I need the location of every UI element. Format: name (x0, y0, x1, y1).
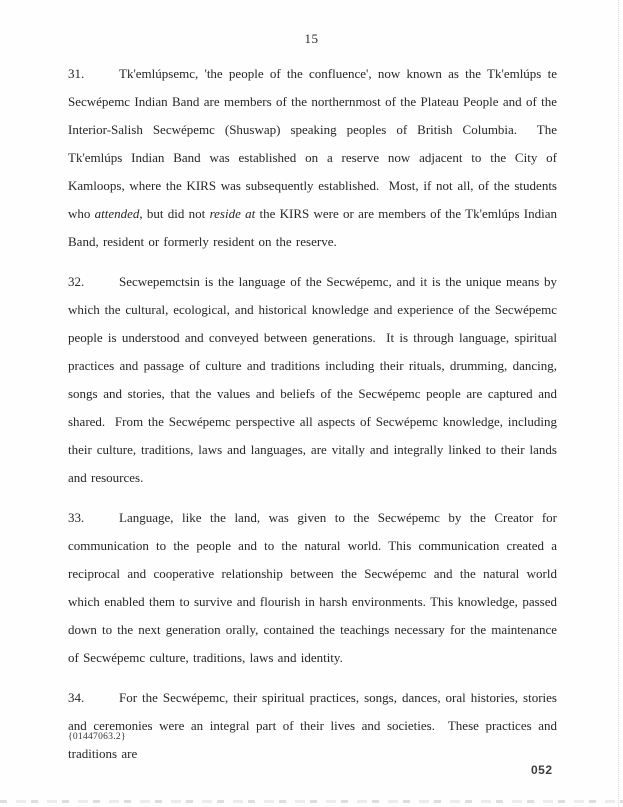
paragraph-text: Tk'emlúpsemc, 'the people of the confluence', now known as the Tk'emlúps te Secwépemc Indian Band are members of the northernmost of the Plateau People and of the Interior-Salish Secwépemc (Shuswap) speaking peoples of British Columbia. The Tk'emlúps Indian Band was established on a reserve now adjacent to the City of Kamloops, where the KIRS was subsequently established. Most, if not all, of the students who attended, but did not reside at the KIRS were or are members of the Tk'emlúps Indian Band, resident or formerly resident on the reserve. (68, 66, 562, 249)
bates-stamp: 052 (531, 763, 553, 777)
paragraph-number: 32. (68, 274, 85, 289)
page-number: 15 (304, 31, 319, 46)
document-body (68, 60, 562, 780)
paragraph-34 (68, 684, 562, 768)
paragraph-text: Secwepemctsin is the language of the Secwépemc, and it is the unique means by which the cultural, ecological, and historical knowledge and experience of the Secwépemc people is understood and conveyed between generations. It is through language, spiritual practices and passage of culture and traditions including their rituals, drumming, dancing, songs and stories, that the values and beliefs of the Secwépemc people are captured and shared. From the Secwépemc perspective all aspects of Secwépemc knowledge, including their culture, traditions, laws and languages, are vitally and integrally linked to their lands and resources. (68, 274, 562, 485)
scan-artifact-right-edge (618, 0, 619, 807)
paragraph-number: 31. (68, 66, 85, 81)
document-reference-number: {01447063.2} (68, 732, 126, 742)
paragraph-31 (68, 60, 562, 256)
paragraph-32 (68, 268, 562, 492)
paragraph-text: Language, like the land, was given to the Secwépemc by the Creator for communication to the people and to the natural world. This communication created a reciprocal and cooperative relationship between the Secwépemc and the natural world which enabled them to survive and flourish in harsh environments. This knowledge, passed down to the next generation orally, contained the teachings necessary for the maintenance of Secwépemc culture, traditions, laws and identity. (68, 510, 562, 665)
scan-artifact-bottom-band (0, 800, 623, 803)
paragraph-33 (68, 504, 562, 672)
paragraph-text: For the Secwépemc, their spiritual practices, songs, dances, oral histories, stories and ceremonies were an integral part of their lives and societies. These practices and traditions are (68, 690, 562, 761)
paragraph-number: 33. (68, 510, 85, 525)
paragraph-number: 34. (68, 690, 85, 705)
